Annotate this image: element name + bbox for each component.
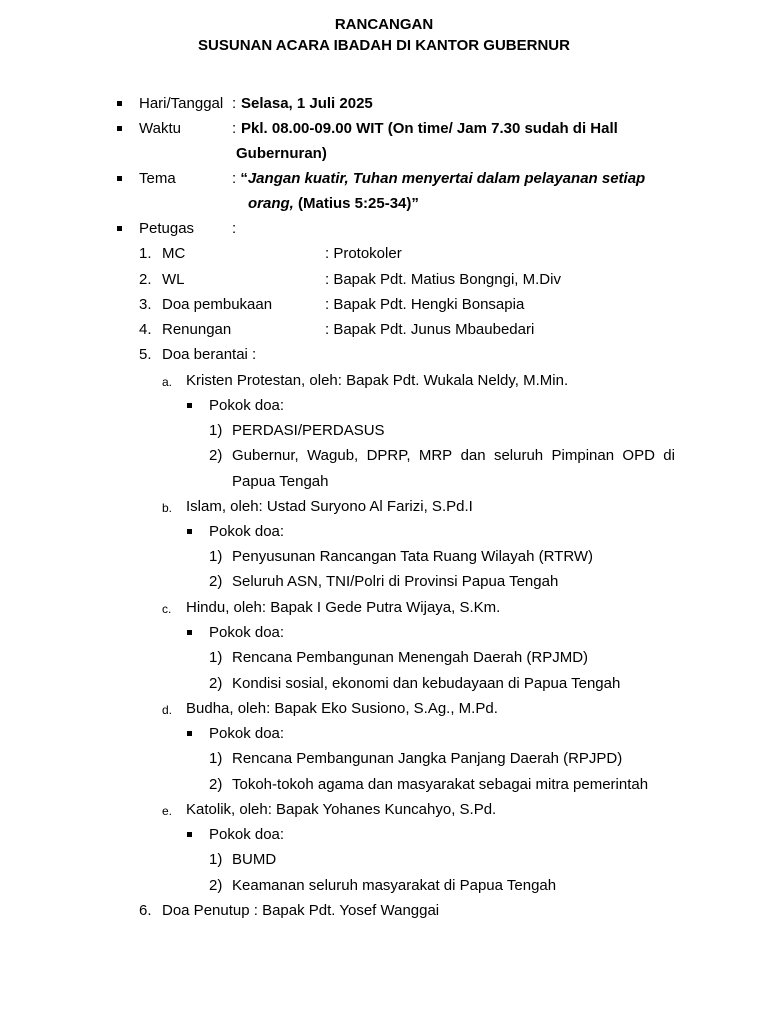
item-num: 1): [209, 750, 223, 767]
sub-letter: b.: [162, 501, 173, 515]
doa-budha: Budha, oleh: Bapak Eko Susiono, S.Ag., M.Pd.: [186, 700, 498, 717]
bullet-square-icon: [187, 403, 192, 408]
doa-hindu: Hindu, oleh: Bapak I Gede Putra Wijaya, S.Km.: [186, 599, 501, 616]
word: MRP: [418, 447, 453, 464]
waktu-colon: :: [232, 120, 237, 137]
pokok-doa-label: Pokok doa:: [209, 725, 285, 742]
sub-letter: d.: [162, 703, 173, 717]
petugas-role-doa-pembukaan: Doa pembukaan: [162, 296, 273, 313]
petugas-role-renungan: Renungan: [162, 321, 232, 338]
petugas-role-doa-berantai: Doa berantai :: [162, 346, 257, 363]
bullet-square-icon: [187, 630, 192, 635]
item-num: 1): [209, 649, 223, 666]
pokok-item: PERDASI/PERDASUS: [232, 422, 385, 439]
petugas-role-mc: MC: [162, 245, 186, 262]
doa-penutup: Doa Penutup : Bapak Pdt. Yosef Wanggai: [162, 902, 440, 919]
bullet-square-icon: [117, 226, 122, 231]
word: seluruh: [493, 447, 544, 464]
tema-line1: [232, 170, 645, 188]
hari-label: Hari/Tanggal: [139, 95, 224, 112]
item-num: 1): [209, 422, 223, 439]
hari-colon: :: [232, 95, 237, 112]
pokok-item: Keamanan seluruh masyarakat di Papua Tengah: [232, 877, 557, 894]
document-subtitle: SUSUNAN ACARA IBADAH DI KANTOR GUBERNUR: [198, 37, 570, 54]
bullet-square-icon: [117, 176, 122, 181]
petugas-label: Petugas: [139, 220, 195, 237]
doa-islam: Islam, oleh: Ustad Suryono Al Farizi, S.Pd.I: [186, 498, 473, 515]
petugas-colon: :: [232, 220, 237, 237]
waktu-label: Waktu: [139, 120, 181, 137]
sub-letter: c.: [162, 602, 172, 616]
petugas-num: 6.: [139, 902, 152, 919]
pokok-item-continuation: Papua Tengah: [232, 473, 329, 490]
bullet-square-icon: [117, 101, 122, 106]
word: di: [663, 447, 675, 464]
petugas-num: 4.: [139, 321, 152, 338]
sub-letter: a.: [162, 375, 173, 389]
pokok-doa-label: Pokok doa:: [209, 523, 285, 540]
word: dan: [460, 447, 486, 464]
pokok-item: BUMD: [232, 851, 277, 868]
tema-italic-line1: Jangan kuatir, Tuhan menyertai dalam pelayanan setiap: [247, 170, 646, 187]
pokok-doa-label: Pokok doa:: [209, 826, 285, 843]
petugas-name-doa-pembukaan: : Bapak Pdt. Hengki Bonsapia: [325, 296, 525, 313]
tema-label: Tema: [139, 170, 176, 187]
word: OPD: [622, 447, 655, 464]
pokok-item: Seluruh ASN, TNI/Polri di Provinsi Papua Tengah: [232, 573, 559, 590]
petugas-num: 3.: [139, 296, 152, 313]
petugas-num: 1.: [139, 245, 152, 262]
word: Pimpinan: [551, 447, 615, 464]
petugas-name-renungan: : Bapak Pdt. Junus Mbaubedari: [325, 321, 535, 338]
waktu-value-line1: Pkl. 08.00-09.00 WIT (On time/ Jam 7.30 sudah di Hall: [241, 120, 618, 137]
bullet-square-icon: [117, 126, 122, 131]
pokok-item: Rencana Pembangunan Menengah Daerah (RPJMD): [232, 649, 589, 666]
item-num: 2): [209, 447, 223, 464]
bullet-square-icon: [187, 731, 192, 736]
petugas-role-wl: WL: [162, 271, 185, 288]
pokok-item-justified: [232, 447, 675, 465]
petugas-num: 2.: [139, 271, 152, 288]
tema-italic-line2: orang,: [248, 195, 294, 212]
doa-katolik: Katolik, oleh: Bapak Yohanes Kuncahyo, S.Pd.: [186, 801, 497, 818]
document-title: RANCANGAN: [334, 16, 434, 33]
tema-quote-open: “: [240, 170, 248, 187]
bullet-square-icon: [187, 832, 192, 837]
petugas-name-mc: : Protokoler: [325, 245, 402, 262]
tema-reference: (Matius 5:25-34)”: [293, 195, 419, 212]
word: Wagub,: [307, 447, 359, 464]
item-num: 1): [209, 548, 223, 565]
pokok-item: Kondisi sosial, ekonomi dan kebudayaan di Papua Tengah: [232, 675, 621, 692]
item-num: 2): [209, 675, 223, 692]
petugas-num: 5.: [139, 346, 152, 363]
word: DPRP,: [366, 447, 411, 464]
item-num: 2): [209, 776, 223, 793]
petugas-name-wl: : Bapak Pdt. Matius Bongngi, M.Div: [325, 271, 561, 288]
sub-letter: e.: [162, 804, 173, 818]
bullet-square-icon: [187, 529, 192, 534]
word: Gubernur,: [232, 447, 299, 464]
item-num: 2): [209, 877, 223, 894]
pokok-item: Penyusunan Rancangan Tata Ruang Wilayah (RTRW): [232, 548, 594, 565]
item-num: 2): [209, 573, 223, 590]
item-num: 1): [209, 851, 223, 868]
tema-colon: :: [232, 170, 237, 187]
waktu-value-line2: Gubernuran): [236, 145, 327, 162]
hari-value: Selasa, 1 Juli 2025: [241, 95, 373, 112]
pokok-item: Rencana Pembangunan Jangka Panjang Daerah (RPJPD): [232, 750, 623, 767]
tema-line2: [248, 195, 419, 213]
pokok-item: Tokoh-tokoh agama dan masyarakat sebagai mitra pemerintah: [232, 776, 649, 793]
pokok-doa-label: Pokok doa:: [209, 624, 285, 641]
pokok-doa-label: Pokok doa:: [209, 397, 285, 414]
doa-kristen-protestan: Kristen Protestan, oleh: Bapak Pdt. Wukala Neldy, M.Min.: [186, 372, 569, 389]
